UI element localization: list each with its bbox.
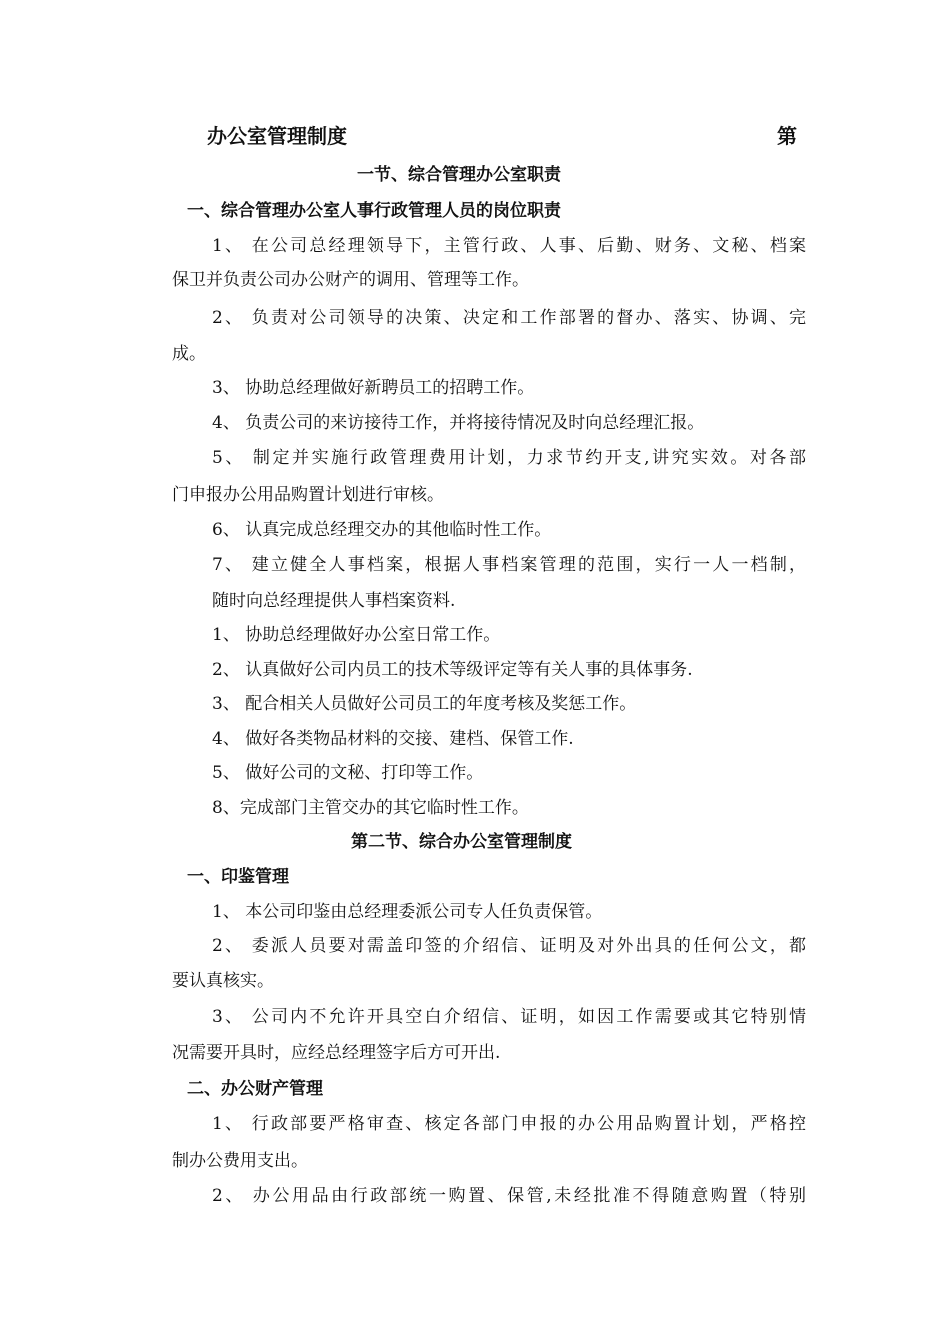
section-heading: 一节、综合管理办公室职责 — [357, 165, 561, 185]
paragraph-line: 制办公费用支出。 — [172, 1151, 308, 1171]
paragraph-line: 4、 做好各类物品材料的交接、建档、保管工作. — [212, 729, 574, 749]
paragraph-line: 随时向总经理提供人事档案资料. — [212, 591, 456, 611]
paragraph-line: 门申报办公用品购置计划进行审核。 — [172, 485, 444, 505]
paragraph-line: 况需要开具时，应经总经理签字后方可开出. — [172, 1043, 501, 1063]
paragraph-line: 保卫并负责公司办公财产的调用、管理等工作。 — [172, 270, 529, 290]
paragraph-line: 4、 负责公司的来访接待工作，并将接待情况及时向总经理汇报。 — [212, 413, 705, 433]
section-heading: 第二节、综合办公室管理制度 — [351, 832, 572, 852]
paragraph-line: 5、 做好公司的文秘、打印等工作。 — [212, 763, 484, 783]
document-title: 办公室管理制度 — [207, 124, 347, 148]
paragraph-line: 3、 配合相关人员做好公司员工的年度考核及奖惩工作。 — [212, 694, 637, 714]
paragraph-line: 3、 公司内不允许开具空白介绍信、证明，如因工作需要或其它特别情 — [212, 1007, 806, 1027]
paragraph-line: 5、 制定并实施行政管理费用计划，力求节约开支,讲究实效。对各部 — [212, 448, 806, 468]
paragraph-line: 2、 负责对公司领导的决策、决定和工作部署的督办、落实、协调、完 — [212, 308, 806, 328]
paragraph-line: 1、 协助总经理做好办公室日常工作。 — [212, 625, 501, 645]
subsection-heading: 一、综合管理办公室人事行政管理人员的岗位职责 — [187, 201, 561, 221]
paragraph-line: 要认真核实。 — [172, 971, 274, 991]
paragraph-line: 2、 办公用品由行政部统一购置、保管,未经批准不得随意购置（特别 — [212, 1186, 806, 1206]
paragraph-line: 2、 认真做好公司内员工的技术等级评定等有关人事的具体事务. — [212, 660, 693, 680]
paragraph-line: 1、 本公司印鉴由总经理委派公司专人任负责保管。 — [212, 902, 603, 922]
paragraph-line: 2、 委派人员要对需盖印签的介绍信、证明及对外出具的任何公文，都 — [212, 936, 806, 956]
paragraph-line: 成。 — [172, 344, 206, 364]
subsection-heading: 一、印鉴管理 — [187, 867, 289, 887]
subsection-heading: 二、办公财产管理 — [187, 1079, 323, 1099]
paragraph-line: 1、 行政部要严格审查、核定各部门申报的办公用品购置计划，严格控 — [212, 1114, 806, 1134]
paragraph-line: 3、 协助总经理做好新聘员工的招聘工作。 — [212, 378, 535, 398]
paragraph-line: 7、 建立健全人事档案，根据人事档案管理的范围，实行一人一档制， — [212, 555, 806, 575]
paragraph-line: 6、 认真完成总经理交办的其他临时性工作。 — [212, 520, 552, 540]
document-title-suffix: 第 — [777, 124, 797, 148]
paragraph-line: 8、完成部门主管交办的其它临时性工作。 — [212, 798, 529, 818]
paragraph-line: 1、 在公司总经理领导下，主管行政、人事、后勤、财务、文秘、档案 — [212, 236, 806, 256]
